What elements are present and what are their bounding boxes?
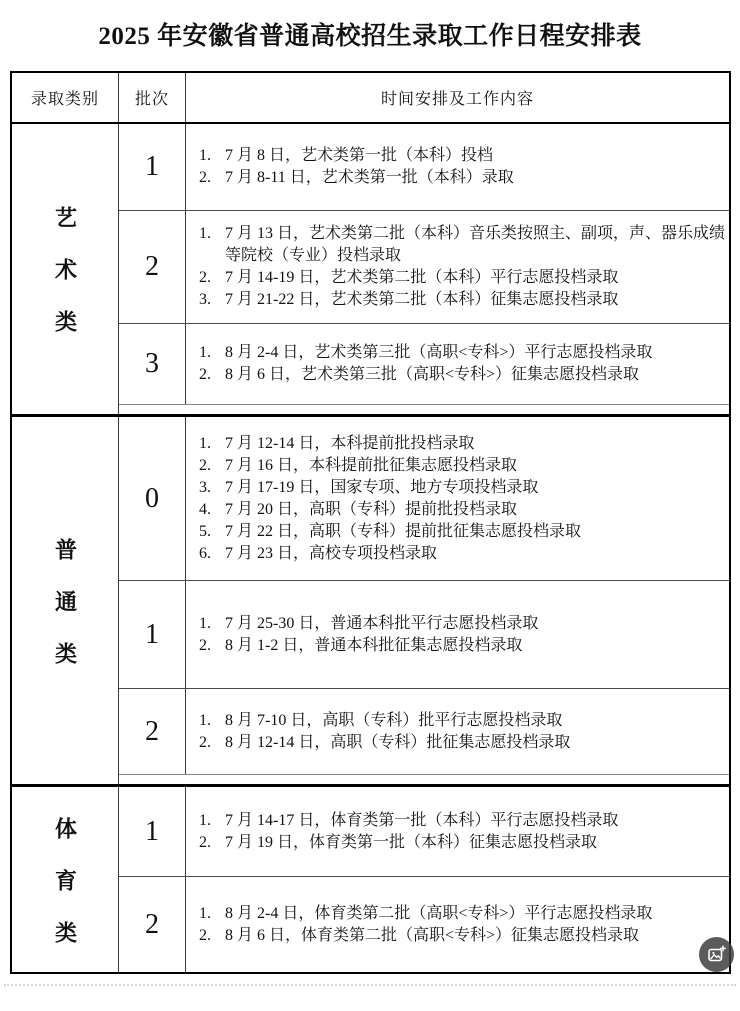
schedule-item-number: 3. [199,478,211,496]
schedule-item [199,499,725,521]
batch-rows [119,787,729,972]
header-category: 录取类别 [12,73,119,122]
schedule-item-number: 2. [199,456,211,474]
schedule-item [199,267,725,289]
category-cell [12,124,119,414]
schedule-table [10,71,731,974]
schedule-item-number: 2. [199,636,211,654]
schedule-item-number: 2. [199,366,211,383]
schedule-item-number: 2. [199,733,211,751]
category-cell [12,787,119,972]
batch-number: 3 [119,324,186,404]
page-separator [4,984,736,986]
schedule-content-cell [186,787,729,876]
batch-number: 0 [119,417,186,580]
batch-row [119,876,729,972]
batch-row [119,417,729,580]
header-schedule-content: 时间安排及工作内容 [380,91,534,108]
batch-number: 2 [119,211,186,323]
category-cell [12,417,119,784]
schedule-item-text: 7 月 13 日，艺术类第二批（本科）音乐类按照主、副项，声、器乐成绩等院校（专业）投档录取 [225,225,726,264]
schedule-item [199,925,725,947]
schedule-item-number: 5. [199,522,211,540]
schedule-item [199,289,725,311]
schedule-item-number: 1. [199,614,211,632]
category-group [12,124,729,414]
schedule-item-text: 7 月 23 日，高校专项投档录取 [225,544,438,562]
batch-number: 1 [119,581,186,688]
schedule-item-number: 1. [199,811,211,829]
schedule-item-number: 2. [199,833,211,851]
schedule-item-number: 1. [199,225,211,242]
schedule-item [199,223,725,267]
schedule-content-cell [186,324,729,404]
table-body [12,124,729,972]
batch-row [119,210,729,323]
category-label: 艺术类 [52,206,78,362]
schedule-content-cell [186,124,729,210]
schedule-item [199,167,725,189]
batch-number: 2 [119,689,186,774]
schedule-item-number: 3. [199,291,211,308]
schedule-item [199,710,725,732]
schedule-item-text: 8 月 2-4 日，艺术类第三批（高职<专科>）平行志愿投档录取 [225,344,653,361]
batch-row [119,787,729,876]
schedule-content-cell [186,417,729,580]
batch-rows [119,417,729,775]
schedule-item-text: 7 月 8 日，艺术类第一批（本科）投档 [225,147,494,164]
schedule-item [199,433,725,455]
schedule-item-number: 2. [199,269,211,286]
category-group [12,414,729,784]
image-plus-icon [707,945,726,964]
schedule-item-number: 1. [199,711,211,729]
schedule-item-text: 7 月 20 日，高职（专科）提前批投档录取 [225,500,518,518]
schedule-item-text: 8 月 6 日，艺术类第三批（高职<专科>）征集志愿投档录取 [225,366,640,383]
schedule-item-number: 4. [199,500,211,518]
schedule-item [199,613,725,635]
table-header-row [12,73,729,124]
schedule-item-text: 7 月 22 日，高职（专科）提前批征集志愿投档录取 [225,522,582,540]
schedule-item [199,732,725,754]
schedule-item-number: 1. [199,904,211,922]
schedule-item [199,145,725,167]
schedule-item-text: 8 月 6 日，体育类第二批（高职<专科>）征集志愿投档录取 [225,926,640,944]
batch-rows [119,124,729,405]
schedule-item-text: 8 月 12-14 日，高职（专科）批征集志愿投档录取 [225,733,571,751]
batch-row [119,124,729,210]
page-title: 2025 年安徽省普通高校招生录取工作日程安排表 [98,23,642,50]
schedule-item-number: 2. [199,169,211,186]
schedule-item-text: 7 月 14-17 日，体育类第一批（本科）平行志愿投档录取 [225,811,619,829]
schedule-item-text: 7 月 19 日，体育类第一批（本科）征集志愿投档录取 [225,833,598,851]
schedule-item [199,543,725,565]
schedule-item-number: 1. [199,147,211,164]
category-label: 体育类 [52,816,78,973]
schedule-item [199,364,725,386]
schedule-item-text: 7 月 17-19 日，国家专项、地方专项投档录取 [225,478,539,496]
batch-row [119,688,729,774]
schedule-item-text: 8 月 7-10 日，高职（专科）批平行志愿投档录取 [225,711,563,729]
schedule-item [199,455,725,477]
schedule-item-text: 7 月 16 日，本科提前批征集志愿投档录取 [225,456,518,474]
schedule-content-cell [186,877,729,972]
schedule-item-number: 1. [199,434,211,452]
schedule-item [199,342,725,364]
schedule-item-number: 1. [199,344,211,361]
batch-number: 1 [119,124,186,210]
schedule-item-number: 6. [199,544,211,562]
schedule-item-text: 7 月 25-30 日，普通本科批平行志愿投档录取 [225,614,539,632]
batch-number: 2 [119,877,186,972]
batch-number: 1 [119,787,186,876]
schedule-item [199,832,725,854]
schedule-item-text: 7 月 12-14 日，本科提前批投档录取 [225,434,475,452]
category-group [12,784,729,972]
schedule-item [199,903,725,925]
schedule-item [199,810,725,832]
batch-row [119,323,729,404]
schedule-item [199,635,725,657]
schedule-item-text: 8 月 2-4 日，体育类第二批（高职<专科>）平行志愿投档录取 [225,904,653,922]
schedule-content-cell [186,689,729,774]
schedule-item [199,477,725,499]
schedule-item-text: 8 月 1-2 日，普通本科批征集志愿投档录取 [225,636,523,654]
batch-row [119,580,729,688]
schedule-item-text: 7 月 8-11 日，艺术类第一批（本科）录取 [225,169,514,186]
schedule-item-number: 2. [199,926,211,944]
schedule-item-text: 7 月 14-19 日，艺术类第二批（本科）平行志愿投档录取 [225,269,619,286]
category-label: 普通类 [52,537,78,694]
schedule-content-cell [186,581,729,688]
schedule-item-text: 7 月 21-22 日，艺术类第二批（本科）征集志愿投档录取 [225,291,619,308]
save-image-button[interactable] [699,937,734,972]
schedule-item [199,521,725,543]
schedule-content-cell [186,211,729,323]
header-batch: 批次 [119,73,186,122]
